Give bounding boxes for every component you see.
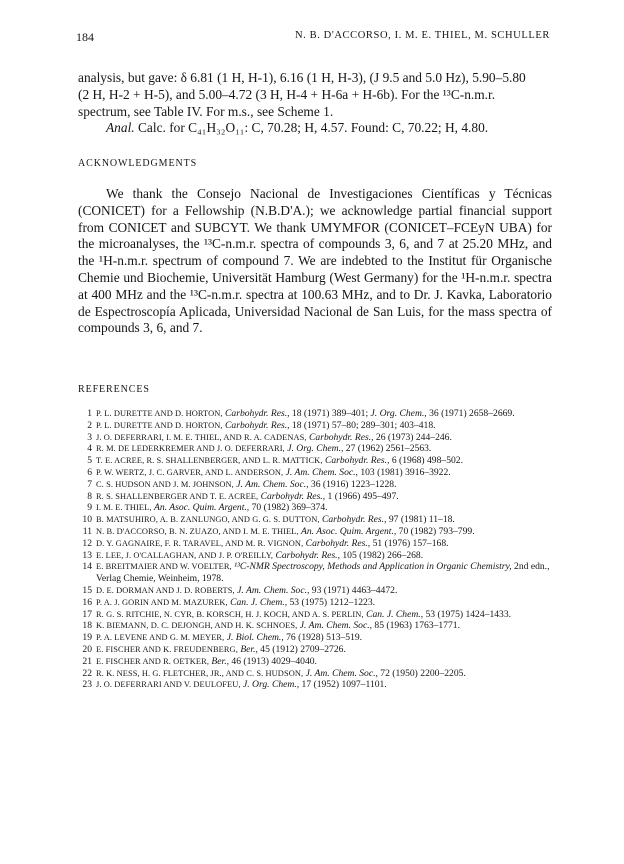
reference-number: 18 (82, 620, 92, 632)
reference-number: 8 (87, 490, 92, 502)
reference-details: 18 (1971) 57–80; 289–301; 403–418. (289, 419, 436, 431)
reference-item (78, 455, 552, 467)
reference-number: 4 (87, 443, 92, 455)
reference-details: 53 (1975) 1212–1223. (287, 596, 376, 608)
reference-number: 20 (82, 643, 92, 655)
reference-details: 70 (1982) 369–374. (249, 502, 328, 514)
reference-journal: Ber., (211, 655, 230, 667)
reference-journal: J. Org. Chem., (287, 443, 344, 455)
reference-number: 5 (87, 455, 92, 467)
reference-journal: Can. J. Chem., (366, 608, 424, 620)
reference-details: 18 (1971) 389–401; (289, 408, 371, 419)
reference-details: 1 (1966) 495–497. (325, 490, 399, 502)
reference-authors: D. Y. GAGNAIRE, F. R. TARAVEL, AND M. R. VIGNON, (96, 538, 304, 548)
reference-journal: J. Org. Chem., (370, 408, 427, 419)
analysis-block (78, 70, 552, 137)
reference-authors: P. L. DURETTE AND D. HORTON, (96, 420, 223, 430)
reference-item (78, 432, 552, 444)
reference-item (78, 420, 552, 432)
reference-details: 6 (1968) 498–502. (389, 455, 463, 467)
reference-journal: Carbohydr. Res., (305, 537, 371, 549)
elemental-analysis (78, 120, 552, 137)
analysis-line-2: (2 H, H-2 + H-5), and 5.00–4.72 (3 H, H-4 + H-6a + H-6b). For the ¹³C-n.m.r. (78, 86, 496, 102)
reference-details: 53 (1975) 1424–1433. (423, 608, 512, 620)
running-head: N. B. D'ACCORSO, I. M. E. THIEL, M. SCHULLER (294, 30, 550, 41)
reference-details: 72 (1950) 2200–2205. (377, 667, 466, 679)
reference-item (78, 408, 552, 420)
reference-number: 15 (82, 584, 92, 596)
reference-details: 103 (1981) 3916–3922. (357, 466, 451, 478)
reference-item (78, 644, 552, 656)
reference-authors: P. A. LEVENE AND G. M. MEYER, (96, 633, 225, 643)
reference-item (78, 561, 552, 585)
reference-journal: J. Am. Chem. Soc., (237, 584, 310, 596)
reference-authors: T. E. ACREE, R. S. SHALLENBERGER, AND L. R. MATTICK, (96, 456, 323, 466)
reference-item (78, 679, 552, 691)
reference-details: 51 (1976) 157–168. (370, 537, 449, 549)
reference-details: 26 (1973) 244–246. (373, 431, 452, 443)
reference-item (78, 491, 552, 503)
reference-details: 70 (1982) 793–799. (396, 525, 475, 537)
reference-details: 97 (1981) 11–18. (386, 514, 455, 526)
reference-number: 14 (82, 561, 92, 573)
reference-journal: J. Org. Chem., (242, 679, 300, 691)
reference-number: 7 (87, 478, 92, 490)
reference-authors: J. O. DEFERRARI AND V. DEULOFEU, (96, 680, 241, 690)
reference-authors: E. FISCHER AND R. OETKER, (96, 656, 210, 666)
reference-details: 2nd edn., Verlag Chemie, Weinheim, 1978. (96, 561, 550, 585)
reference-journal: An. Asoc. Quim. Argent., (153, 502, 250, 514)
acknowledgments-section (78, 158, 552, 169)
reference-details: 36 (1916) 1223–1228. (308, 478, 397, 490)
reference-journal: J. Am. Chem. Soc., (236, 478, 309, 490)
reference-item (78, 609, 552, 621)
reference-number: 22 (82, 667, 92, 679)
reference-number: 11 (82, 525, 92, 537)
reference-item (78, 526, 552, 538)
reference-authors: R. S. SHALLENBERGER AND T. E. ACREE, (96, 491, 259, 501)
anal-label: Anal. (106, 120, 135, 136)
page-number: 184 (76, 30, 94, 44)
reference-journal: Carbohydr. Res., (225, 408, 290, 419)
reference-number: 16 (82, 596, 92, 608)
reference-journal: J. Am. Chem. Soc., (299, 620, 373, 632)
reference-journal: J. Am. Chem. Soc., (305, 667, 378, 679)
reference-item (78, 620, 552, 632)
reference-journal: J. Biol. Chem., (226, 632, 284, 644)
reference-authors: P. A. J. GORIN AND M. MAZUREK, (96, 597, 228, 607)
reference-authors: E. FISCHER AND K. FREUDENBERG, (96, 644, 238, 654)
reference-number: 6 (87, 466, 92, 478)
reference-details: 105 (1982) 266–268. (339, 549, 424, 561)
reference-authors: R. G. S. RITCHIE, N. CYR, B. KORSCH, H. J. KOCH, AND A. S. PERLIN, (96, 609, 364, 619)
reference-authors: R. K. NESS, H. G. FLETCHER, JR., AND C. S. HUDSON, (96, 668, 304, 678)
reference-item (78, 656, 552, 668)
reference-details: 46 (1913) 4029–4040. (229, 655, 317, 667)
reference-item (78, 467, 552, 479)
reference-journal: An. Asoc. Quim. Argent., (301, 525, 397, 537)
reference-journal: Carbohydr. Res., (260, 490, 326, 502)
reference-item (78, 514, 552, 526)
reference-item (78, 585, 552, 597)
reference-item (78, 479, 552, 491)
reference-authors: R. M. DE LEDERKREMER AND J. O. DEFERRARI, (96, 444, 285, 454)
reference-details: 27 (1962) 2561–2563. (343, 443, 432, 455)
references-section (78, 384, 552, 395)
reference-authors: J. O. DEFERRARI, I. M. E. THIEL, AND R. A. CADENAS, (96, 432, 307, 442)
acknowledgments-heading: ACKNOWLEDGMENTS (78, 158, 198, 169)
reference-journal: Carbohydr. Res., (324, 455, 390, 467)
reference-number: 19 (82, 632, 92, 644)
reference-item (78, 502, 552, 514)
reference-authors: E. BREITMAIER AND W. VOELTER, (96, 562, 232, 572)
references-heading: REFERENCES (78, 384, 150, 395)
analysis-line-3: spectrum, see Table IV. For m.s., see Scheme 1. (78, 103, 334, 119)
reference-number: 21 (82, 655, 92, 667)
reference-number: 1 (87, 408, 92, 419)
reference-number: 23 (82, 679, 92, 691)
reference-number: 3 (87, 431, 92, 443)
reference-journal: Carbohydr. Res., (321, 514, 387, 526)
reference-authors: D. E. DORMAN AND J. D. ROBERTS, (96, 585, 235, 595)
anal-text: Calc. for C₄₁H₃₂O₁₁: C, 70.28; H, 4.57. Found: C, 70.22; H, 4.80. (134, 120, 489, 136)
reference-journal: Ber., (240, 643, 258, 655)
reference-details: 45 (1912) 2709–2726. (257, 643, 346, 655)
acknowledgments-text: We thank the Consejo Nacional de Investigaciones Científicas y Técnicas (CONICET) for a Fellowship (N.B.D'A.); we acknowledge partial financial support from CONICET and SUBCYT. We thank UMYMFOR (CONICET–FCEyN UBA) for the microanalyses, the ¹³C-n.m.r. spectra of compounds 3, 6, and 7 at 25.20 MHz, and the ¹H-n.m.r. spectrum of compound 7. We are indebted to the Institut für Organische Chemie und Biochemie, Universität Hamburg (West Germany) for the ¹H-n.m.r. spectra at 400 MHz and the ¹³C-n.m.r. spectra at 100.63 MHz, and to Dr. J. Kavka, Laboratorio de Espectroscopía Aplicada, Universidad Nacional de San Luis, for the mass spectra of compounds 3, 6, and 7. (78, 186, 552, 336)
reference-item (78, 443, 552, 455)
reference-authors: B. MATSUHIRO, A. B. ZANLUNGO, AND G. G. S. DUTTON, (96, 515, 320, 525)
reference-item (78, 538, 552, 550)
reference-journal: J. Am. Chem. Soc., (285, 466, 358, 478)
reference-number: 13 (82, 549, 92, 561)
reference-authors: K. BIEMANN, D. C. DEJONGH, AND H. K. SCHNOES, (96, 621, 298, 631)
reference-item (78, 550, 552, 562)
reference-authors: N. B. D'ACCORSO, B. N. ZUAZO, AND I. M. E. THIEL, (96, 526, 299, 536)
reference-authors: E. LEE, J. O'CALLAGHAN, AND J. P. O'REILLY, (96, 550, 274, 560)
reference-number: 10 (82, 514, 92, 526)
reference-authors: I. M. E. THIEL, (96, 503, 152, 513)
reference-details: 36 (1971) 2658–2669. (426, 408, 515, 419)
reference-item (78, 668, 552, 680)
reference-authors: P. L. DURETTE AND D. HORTON, (96, 409, 223, 418)
reference-details: 17 (1952) 1097–1101. (299, 679, 387, 691)
references-list (78, 408, 552, 691)
reference-authors: C. S. HUDSON AND J. M. JOHNSON, (96, 479, 234, 489)
reference-number: 12 (82, 537, 92, 549)
reference-details: 93 (1971) 4463–4472. (309, 584, 398, 596)
reference-authors: P. W. WERTZ, J. C. GARVER, AND L. ANDERSON, (96, 467, 284, 477)
reference-journal: Carbohydr. Res., (225, 419, 290, 431)
analysis-line-1: analysis, but gave: δ 6.81 (1 H, H-1), 6.16 (1 H, H-3), (J 9.5 and 5.0 Hz), 5.90–5.80 (78, 70, 526, 85)
reference-number: 17 (82, 608, 92, 620)
acknowledgments-body (78, 186, 552, 337)
reference-details: 76 (1928) 513–519. (283, 632, 363, 644)
reference-number: 2 (87, 419, 92, 431)
reference-details: 85 (1963) 1763–1771. (372, 620, 460, 632)
reference-journal: Carbohydr. Res., (275, 549, 340, 561)
reference-journal: ¹³C-NMR Spectroscopy, Methods and Application in Organic Chemistry, (234, 561, 512, 573)
reference-journal: Carbohydr. Res., (309, 431, 374, 443)
reference-journal: Can. J. Chem., (230, 596, 288, 608)
reference-number: 9 (87, 502, 92, 514)
reference-item (78, 632, 552, 644)
reference-item (78, 597, 552, 609)
